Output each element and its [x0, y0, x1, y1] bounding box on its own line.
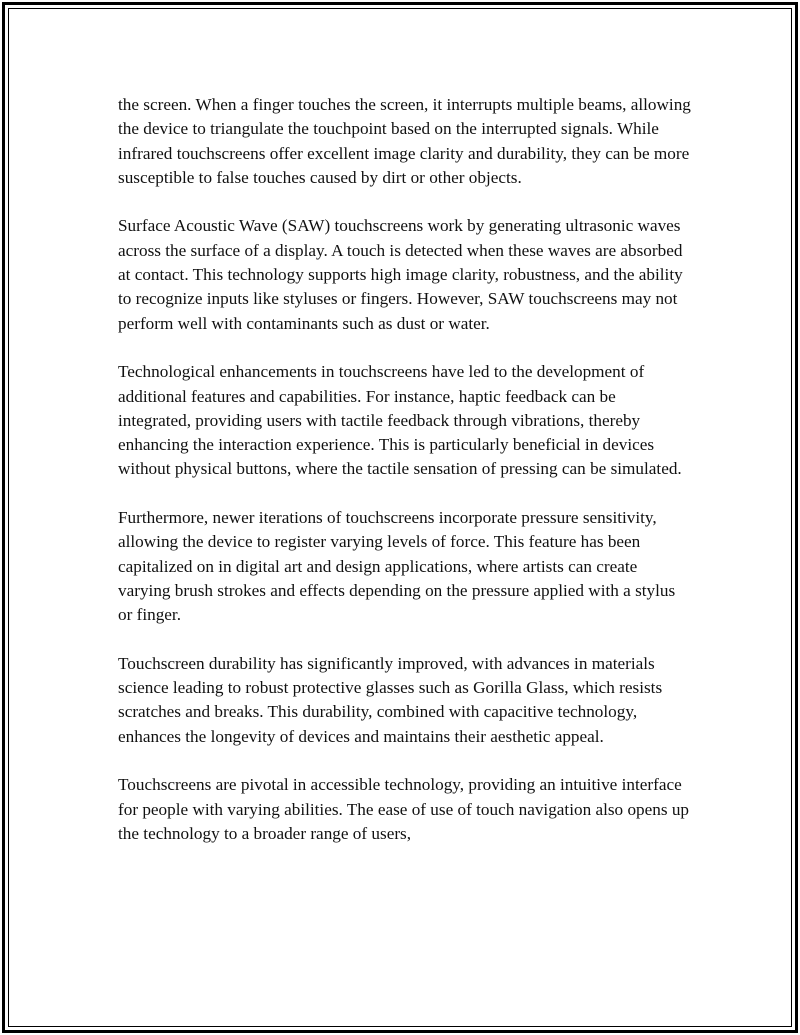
paragraph: Touchscreens are pivotal in accessible technology, providing an intuitive interface for people with varying abilities. The ease of use of touch navigation also opens up the technology to a broader range of users,	[118, 775, 690, 843]
paragraph: Touchscreen durability has significantly improved, with advances in materials science leading to robust protective glasses such as Gorilla Glass, which resists scratches and breaks. This durability, combined with capacitive technology, enhances the longevity of devices and maintains their aesthetic appeal.	[118, 653, 663, 746]
paragraph: the screen. When a finger touches the screen, it interrupts multiple beams, allowing the device to triangulate the touchpoint based on the interrupted signals. While infrared touchscreens offer excellent image clarity and durability, they can be more susceptible to false touches caused by dirt or other objects.	[118, 95, 691, 187]
paragraph: Furthermore, newer iterations of touchscreens incorporate pressure sensitivity, allowing the device to register varying levels of force. This feature has been capitalized on in digital art and design applications, where artists can create varying brush strokes and effects depending on the pressure applied with a stylus or finger.	[118, 508, 676, 625]
paragraph: Technological enhancements in touchscreens have led to the development of additional features and capabilities. For instance, haptic feedback can be integrated, providing users with tactile feedback through vibrations, thereby enhancing the interaction experience. This is particularly beneficial in devices without physical buttons, where the tactile sensation of pressing can be simulated.	[118, 362, 682, 479]
document-body	[118, 93, 693, 846]
paragraph: Surface Acoustic Wave (SAW) touchscreens work by generating ultrasonic waves across the surface of a display. A touch is detected when these waves are absorbed at contact. This technology supports high image clarity, robustness, and the ability to recognize inputs like styluses or fingers. However, SAW touchscreens may not perform well with contaminants such as dust or water.	[118, 216, 683, 333]
